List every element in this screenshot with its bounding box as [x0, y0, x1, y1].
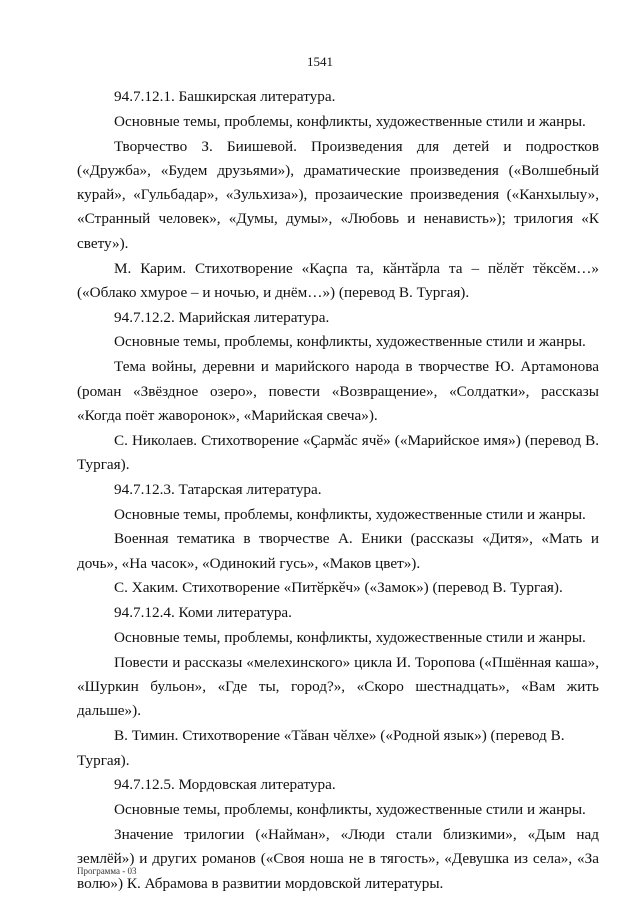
- section-topics: Основные темы, проблемы, конфликты, художественные стили и жанры.: [114, 505, 586, 523]
- section-heading: 94.7.12.2. Марийская литература.: [114, 308, 330, 326]
- footer-note: Программа - 03: [77, 866, 137, 876]
- paragraph: Тема войны, деревни и марийского народа в творчестве Ю. Артамонова (роман «Звёздное озеро», повести «Возвращение», «Солдатки», рассказы «Когда поёт жаворонок», «Марийская свеча»).: [77, 358, 599, 424]
- paragraph: Значение трилогии («Найман», «Люди стали близкими», «Дым над землёй») и других романов («Своя ноша не в тягость», «Девушка из села», «За волю») К. Абрамова в развитии мордовской литературы.: [77, 825, 599, 892]
- paragraph: С. Николаев. Стихотворение «Ҫармӑс ячӗ» («Марийское имя») (перевод В. Тургая).: [77, 431, 599, 473]
- section-topics: Основные темы, проблемы, конфликты, художественные стили и жанры.: [114, 333, 586, 351]
- page-number: 1541: [307, 54, 333, 69]
- section-heading: 94.7.12.5. Мордовская литература.: [114, 776, 336, 794]
- section-heading: 94.7.12.1. Башкирская литература.: [114, 88, 336, 105]
- paragraph: В. Тимин. Стихотворение «Тӑван чӗлхе» («Родной язык») (перевод В. Тургая).: [77, 727, 565, 769]
- section-topics: Основные темы, проблемы, конфликты, художественные стили и жанры.: [114, 801, 586, 819]
- paragraph: М. Карим. Стихотворение «Каҫпа та, кӑнтӑрла та – пӗлӗт тӗксӗм…» («Облако хмурое – и ночью, и днём…») (перевод В. Тургая).: [77, 259, 599, 301]
- section-topics: Основные темы, проблемы, конфликты, художественные стили и жанры.: [114, 112, 586, 130]
- section-topics: Основные темы, проблемы, конфликты, художественные стили и жанры.: [114, 629, 586, 647]
- section-heading: 94.7.12.3. Татарская литература.: [114, 480, 322, 498]
- paragraph: Повести и рассказы «мелехинского» цикла И. Торопова («Пшённая каша», «Шуркин бульон», «Где ты, город?», «Скоро шестнадцать», «Вам жить дальше»).: [77, 653, 599, 720]
- document-body: [77, 85, 599, 896]
- paragraph: С. Хаким. Стихотворение «Питӗркӗч» («Замок») (перевод В. Тургая).: [114, 579, 563, 597]
- paragraph: Творчество З. Биишевой. Произведения для детей и подростков («Дружба», «Будем друзьями»), драматические произведения («Волшебный курай», «Гульбадар», «Зульхиза»), прозаические произведения («Канхылыу», «Странный человек», «Думы, думы», «Любовь и ненависть»); трилогия «К свету»).: [77, 137, 599, 252]
- paragraph: Военная тематика в творчестве А. Еники (рассказы «Дитя», «Мать и дочь», «На часок», «Одинокий гусь», «Маков цвет»).: [77, 530, 599, 572]
- section-heading: 94.7.12.4. Коми литература.: [114, 604, 292, 622]
